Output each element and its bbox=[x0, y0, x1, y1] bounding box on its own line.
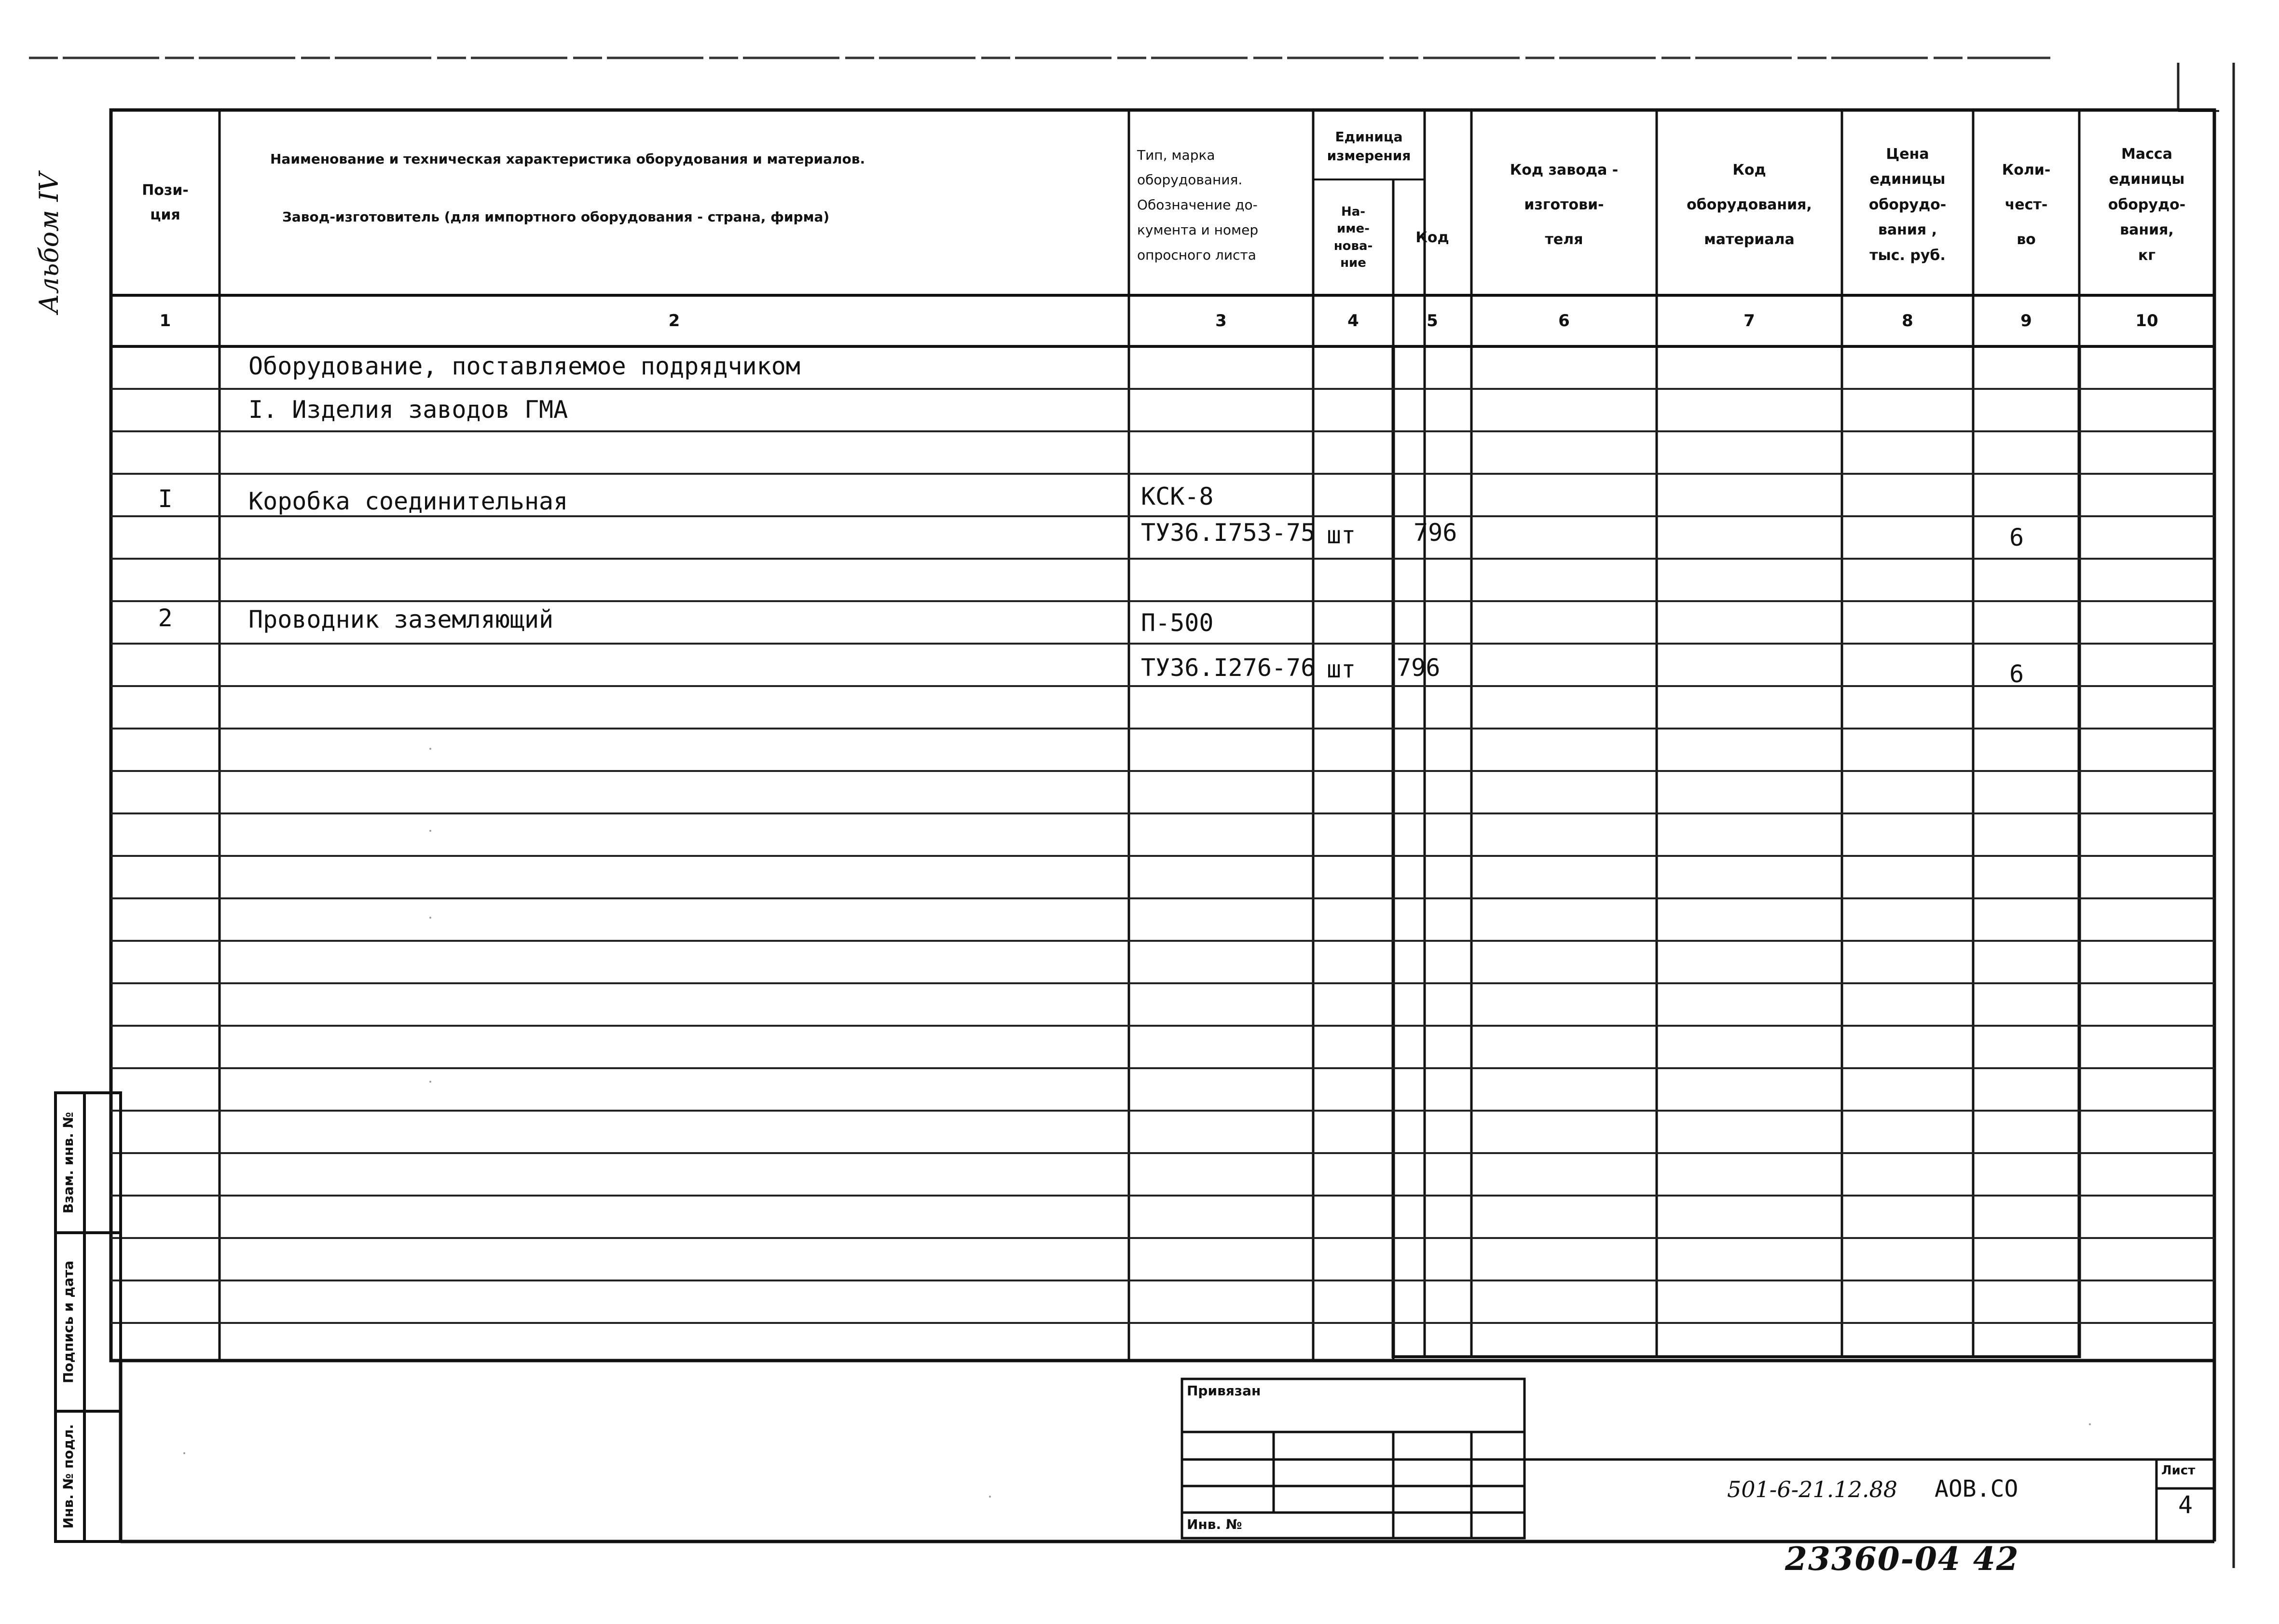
col-num-2: 2 bbox=[668, 311, 680, 330]
col-num-7: 7 bbox=[1744, 311, 1755, 330]
section-title: Оборудование, поставляемое подрядчиком bbox=[248, 352, 800, 380]
scan-dot bbox=[429, 1081, 431, 1083]
item-unit: шт bbox=[1327, 655, 1356, 683]
sheet-number: 4 bbox=[2178, 1491, 2193, 1519]
doc-code: АОВ.СО bbox=[1935, 1475, 2018, 1502]
col-num-3: 3 bbox=[1215, 311, 1227, 330]
header-price: Цена единицы оборудо- вания , тыс. руб. bbox=[1868, 145, 1947, 264]
subsection-title: I. Изделия заводов ГМА bbox=[248, 396, 568, 424]
header-quantity: Коли- чест- во bbox=[2002, 162, 2051, 248]
header-unit: Единица измерения bbox=[1327, 128, 1411, 164]
sheet-label: Лист bbox=[2161, 1463, 2196, 1478]
item-type-mark: П-500 bbox=[1141, 609, 1214, 637]
col-num-9: 9 bbox=[2020, 311, 2032, 330]
item-unit: шт bbox=[1327, 521, 1356, 549]
item-name: Коробка соединительная bbox=[248, 487, 568, 515]
scan-dot bbox=[429, 748, 431, 750]
item-document: ТУ36.I753-75 bbox=[1141, 519, 1316, 547]
header-unit-name: На- име- нова- ние bbox=[1333, 205, 1373, 270]
header-position: Пози- ция bbox=[142, 182, 189, 223]
header-factory-code: Код завода - изготови- теля bbox=[1510, 162, 1619, 248]
stamp-inv-podl: Инв. № подл. bbox=[60, 1424, 76, 1529]
item-unit-code: 796 bbox=[1397, 654, 1441, 682]
scan-dot bbox=[429, 917, 431, 919]
item-name: Проводник заземляющий bbox=[248, 606, 554, 633]
scan-dot bbox=[183, 1452, 185, 1454]
stamp-vzam-inv: Взам. инв. № bbox=[60, 1112, 76, 1214]
doc-code-handwritten: 501-6-21.12.88 bbox=[1727, 1476, 1897, 1502]
item-quantity: 6 bbox=[2009, 523, 2024, 551]
header-equipment-code: Код оборудования, материала bbox=[1687, 162, 1812, 248]
scan-dot bbox=[2089, 1423, 2091, 1425]
scan-dot bbox=[989, 1496, 991, 1498]
header-unit-code: Код bbox=[1415, 229, 1449, 246]
item-type-mark: КСК-8 bbox=[1141, 482, 1214, 510]
item-position: I bbox=[158, 485, 173, 513]
header-name-line2: Завод-изготовитель (для импортного оборудования - страна, фирма) bbox=[282, 209, 830, 225]
item-quantity: 6 bbox=[2009, 660, 2024, 688]
archive-number: 23360-04 42 bbox=[1785, 1540, 2019, 1578]
stamp-podpis-data: Подпись и дата bbox=[60, 1260, 76, 1384]
header-type-mark: Тип, марка оборудования. Обозначение до- кумента и номер опросного листа bbox=[1137, 147, 1259, 263]
label-inv-no: Инв. № bbox=[1187, 1516, 1242, 1532]
col-num-4: 4 bbox=[1347, 311, 1359, 330]
col-num-6: 6 bbox=[1558, 311, 1570, 330]
col-num-1: 1 bbox=[159, 311, 171, 330]
col-num-8: 8 bbox=[1902, 311, 1913, 330]
item-unit-code: 796 bbox=[1414, 519, 1457, 547]
label-privyazan: Привязан bbox=[1187, 1383, 1261, 1399]
album-handwritten: Альбом IV bbox=[34, 172, 64, 314]
header-mass: Масса единицы оборудо- вания, кг bbox=[2108, 145, 2186, 264]
col-num-5: 5 bbox=[1427, 311, 1438, 330]
scan-dot bbox=[429, 830, 431, 832]
item-position: 2 bbox=[158, 604, 173, 632]
header-name-line1: Наименование и техническая характеристика оборудования и материалов. bbox=[270, 151, 865, 167]
item-document: ТУ36.I276-76 bbox=[1141, 654, 1316, 682]
col-num-10: 10 bbox=[2135, 311, 2158, 330]
